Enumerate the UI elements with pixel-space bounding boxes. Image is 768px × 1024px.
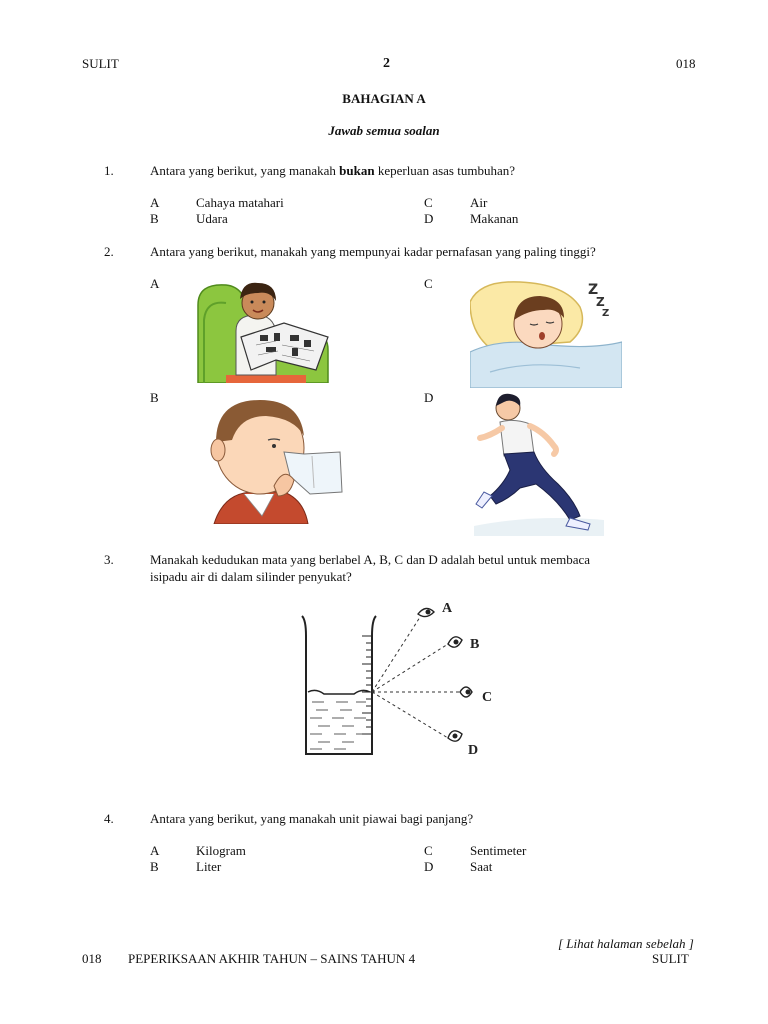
q1-option-a-label: A [150,195,160,210]
q1-option-b-text: Udara [196,211,228,226]
q4-number: 4. [104,811,114,826]
q3-number: 3. [104,552,114,567]
q3-text-line2: isipadu air di dalam silinder penyukat? [150,569,352,584]
q2-option-c-label: C [424,276,433,291]
q1-text: Antara yang berikut, yang manakah bukan keperluan asas tumbuhan? [150,163,516,178]
header-code: 018 [676,56,696,71]
q1-option-d-label: D [424,211,434,226]
q4-option-d-label: D [424,859,434,874]
q3-text-line1: Manakah kedudukan mata yang berlabel A, B, C dan D adalah betul untuk membaca [150,552,591,567]
q4-option-a-label: A [150,843,160,858]
q1-option-d-text: Makanan [470,211,519,226]
measuring-cylinder-diagram [296,596,506,766]
q4-option-d-text: Saat [470,859,493,874]
q4-option-b-label: B [150,859,159,874]
q2-option-b-label: B [150,390,159,405]
q4-option-b-text: Liter [196,859,222,874]
footer-confidential: SULIT [652,951,689,966]
q4-text: Antara yang berikut, yang manakah unit piawai bagi panjang? [150,811,474,826]
boy-sleeping-image [470,272,622,388]
instruction: Jawab semua soalan [328,123,440,138]
q1-option-b-label: B [150,211,159,226]
q2-number: 2. [104,244,114,259]
svg-text:Z: Z [602,308,610,319]
eye-label-a: A [442,601,453,616]
q1-number: 1. [104,163,114,178]
q4-option-c-label: C [424,843,433,858]
svg-text:Z: Z [588,282,599,298]
svg-text:Z: Z [596,295,605,309]
q4-option-a-text: Kilogram [196,843,246,858]
footer-code: 018 [82,951,102,966]
footer-title: PEPERIKSAAN AKHIR TAHUN – SAINS TAHUN 4 [128,951,416,966]
page-number: 2 [383,56,390,71]
q4-option-c-text: Sentimeter [470,843,527,858]
q2-option-d-label: D [424,390,434,405]
section-title: BAHAGIAN A [342,91,426,106]
boy-running-image [474,388,604,536]
q1-option-a-text: Cahaya matahari [196,195,284,210]
boy-reading-newspaper-image [196,275,331,383]
next-page-note: [ Lihat halaman sebelah ] [558,936,694,951]
eye-label-b: B [470,637,480,652]
q1-option-c-text: Air [470,195,488,210]
header-confidential: SULIT [82,56,119,71]
q2-text: Antara yang berikut, manakah yang mempunyai kadar pernafasan yang paling tinggi? [150,244,596,259]
q1-option-c-label: C [424,195,433,210]
boy-drinking-water-image [204,396,344,524]
eye-label-c: C [482,690,493,705]
q2-option-a-label: A [150,276,160,291]
eye-label-d: D [468,743,479,758]
